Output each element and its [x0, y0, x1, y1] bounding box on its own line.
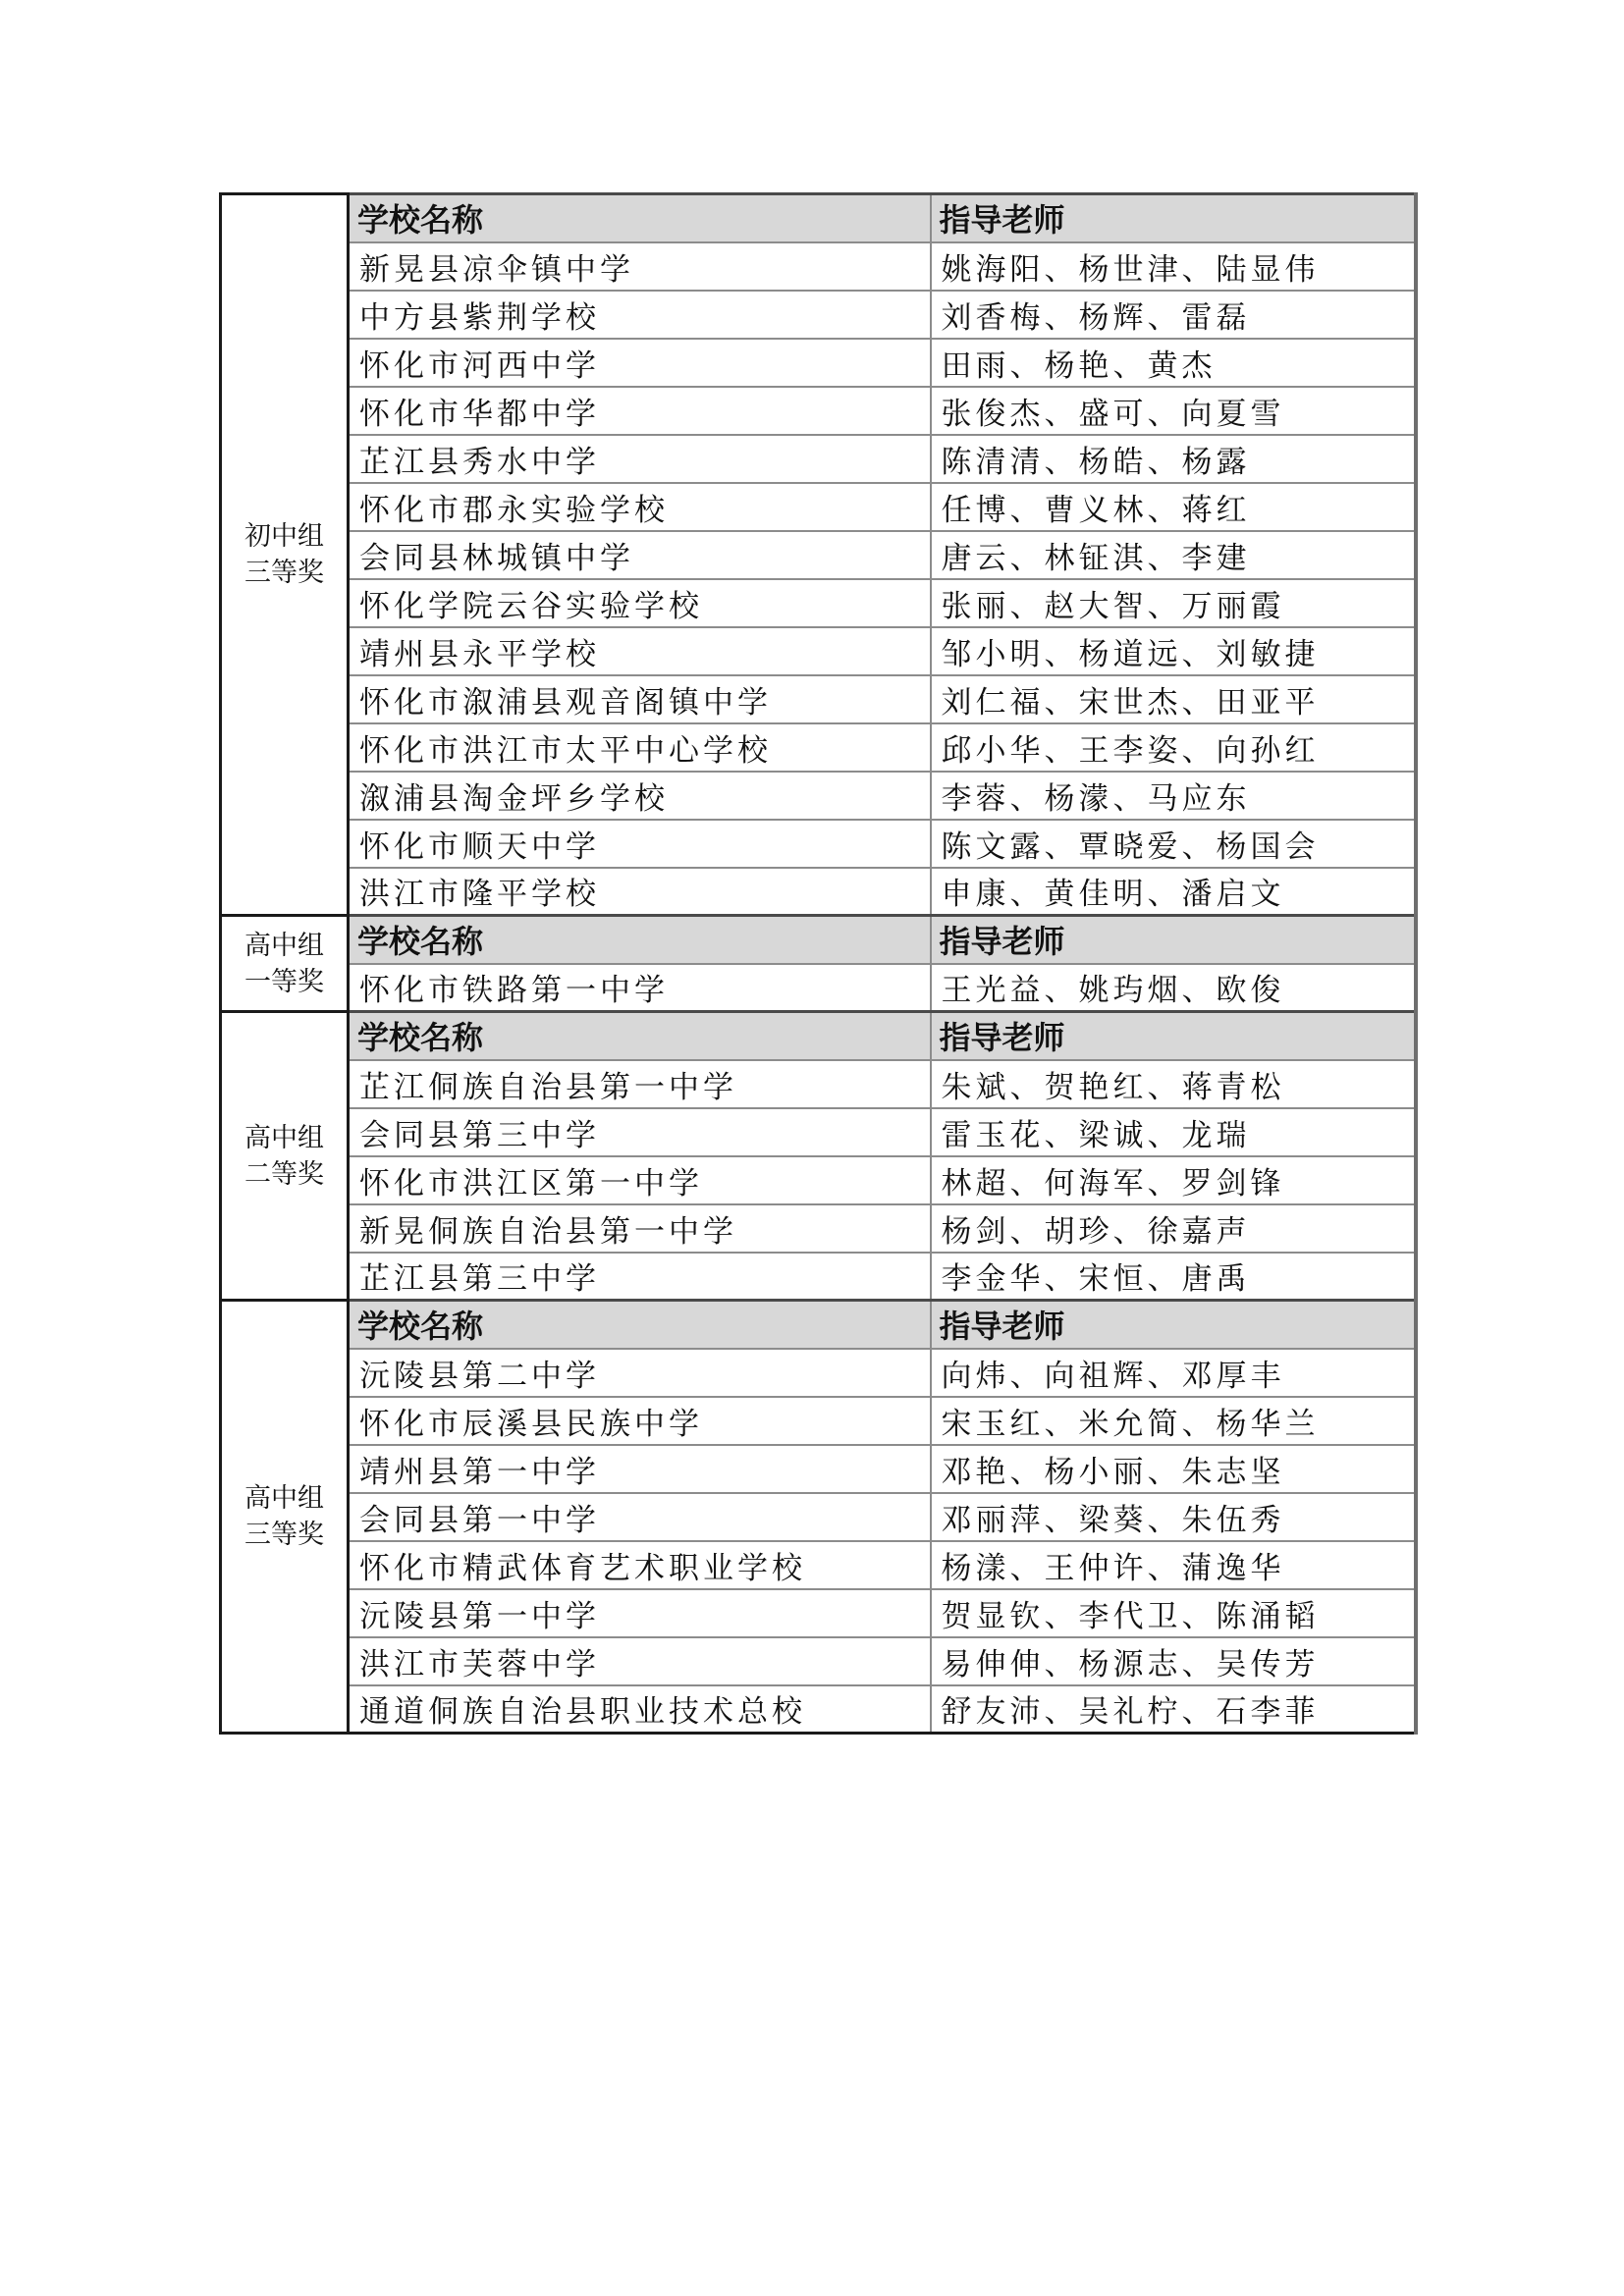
table-row [221, 435, 1416, 483]
section-header-row [221, 194, 1416, 242]
teacher-header: 指导老师 [931, 1301, 1416, 1349]
teacher-names-cell: 张丽、赵大智、万丽霞 [931, 579, 1416, 627]
teacher-names-cell: 田雨、杨艳、黄杰 [931, 339, 1416, 387]
teacher-names-cell: 邓丽萍、梁葵、朱伍秀 [931, 1493, 1416, 1541]
teacher-names-cell: 贺显钦、李代卫、陈涌韬 [931, 1589, 1416, 1637]
table-row [221, 1637, 1416, 1685]
school-name-cell: 靖州县永平学校 [349, 627, 931, 675]
award-level: 三等奖 [244, 1520, 324, 1550]
teacher-names-cell: 姚海阳、杨世津、陆显伟 [931, 242, 1416, 291]
table-row [221, 291, 1416, 339]
school-name-cell: 沅陵县第二中学 [349, 1349, 931, 1397]
school-name-cell: 怀化市华都中学 [349, 387, 931, 435]
school-name-cell: 怀化市河西中学 [349, 339, 931, 387]
school-name-cell: 怀化市洪江市太平中心学校 [349, 723, 931, 772]
table-row [221, 1204, 1416, 1253]
school-name-cell: 会同县第三中学 [349, 1108, 931, 1156]
award-group-label [221, 1012, 349, 1301]
table-row [221, 1349, 1416, 1397]
award-group-name: 高中组 [244, 930, 324, 961]
table-row [221, 964, 1416, 1012]
school-name-header: 学校名称 [349, 194, 931, 242]
table-row [221, 627, 1416, 675]
award-section [221, 194, 1416, 916]
table-row [221, 531, 1416, 579]
teacher-names-cell: 邓艳、杨小丽、朱志坚 [931, 1445, 1416, 1493]
table-row [221, 1493, 1416, 1541]
award-group-name: 初中组 [244, 521, 324, 552]
award-level: 二等奖 [244, 1158, 324, 1190]
school-name-cell: 新晃县凉伞镇中学 [349, 242, 931, 291]
award-group-label [221, 1301, 349, 1734]
award-section [221, 1012, 1416, 1301]
teacher-names-cell: 雷玉花、梁诚、龙瑞 [931, 1108, 1416, 1156]
teacher-header: 指导老师 [931, 1012, 1416, 1060]
section-header-row [221, 1301, 1416, 1349]
school-name-cell: 会同县第一中学 [349, 1493, 931, 1541]
school-name-cell: 怀化市洪江区第一中学 [349, 1156, 931, 1204]
teacher-names-cell: 邹小明、杨道远、刘敏捷 [931, 627, 1416, 675]
school-name-cell: 通道侗族自治县职业技术总校 [349, 1685, 931, 1734]
school-name-header: 学校名称 [349, 916, 931, 964]
teacher-names-cell: 王光益、姚玙烟、欧俊 [931, 964, 1416, 1012]
award-section [221, 1301, 1416, 1734]
school-name-cell: 怀化市顺天中学 [349, 820, 931, 868]
teacher-header: 指导老师 [931, 916, 1416, 964]
school-name-cell: 怀化市郡永实验学校 [349, 483, 931, 531]
school-name-cell: 芷江县第三中学 [349, 1253, 931, 1301]
teacher-names-cell: 邱小华、王李姿、向孙红 [931, 723, 1416, 772]
award-group-name: 高中组 [244, 1122, 324, 1153]
school-name-cell: 沅陵县第一中学 [349, 1589, 931, 1637]
teacher-names-cell: 杨剑、胡珍、徐嘉声 [931, 1204, 1416, 1253]
table-row [221, 1685, 1416, 1734]
table-row [221, 1108, 1416, 1156]
teacher-names-cell: 易伸伸、杨源志、吴传芳 [931, 1637, 1416, 1685]
table-row [221, 1060, 1416, 1108]
school-name-cell: 芷江侗族自治县第一中学 [349, 1060, 931, 1108]
school-name-cell: 靖州县第一中学 [349, 1445, 931, 1493]
school-name-cell: 洪江市芙蓉中学 [349, 1637, 931, 1685]
award-group-name: 高中组 [244, 1483, 324, 1514]
school-name-header: 学校名称 [349, 1301, 931, 1349]
table-row [221, 1253, 1416, 1301]
school-name-cell: 芷江县秀水中学 [349, 435, 931, 483]
school-name-cell: 怀化市铁路第一中学 [349, 964, 931, 1012]
table-row [221, 1156, 1416, 1204]
school-name-cell: 新晃侗族自治县第一中学 [349, 1204, 931, 1253]
teacher-names-cell: 陈清清、杨皓、杨露 [931, 435, 1416, 483]
table-row [221, 387, 1416, 435]
teacher-header: 指导老师 [931, 194, 1416, 242]
school-name-cell: 洪江市隆平学校 [349, 868, 931, 916]
teacher-names-cell: 张俊杰、盛可、向夏雪 [931, 387, 1416, 435]
school-name-cell: 怀化市精武体育艺术职业学校 [349, 1541, 931, 1589]
award-level: 三等奖 [244, 558, 324, 588]
teacher-names-cell: 任博、曹义林、蒋红 [931, 483, 1416, 531]
table-row [221, 339, 1416, 387]
teacher-names-cell: 李蓉、杨濛、马应东 [931, 772, 1416, 820]
teacher-names-cell: 宋玉红、米允简、杨华兰 [931, 1397, 1416, 1445]
table-row [221, 1541, 1416, 1589]
teacher-names-cell: 陈文露、覃晓爱、杨国会 [931, 820, 1416, 868]
table-row [221, 723, 1416, 772]
school-name-cell: 会同县林城镇中学 [349, 531, 931, 579]
table-row [221, 483, 1416, 531]
award-group-label [221, 194, 349, 916]
teacher-names-cell: 刘香梅、杨辉、雷磊 [931, 291, 1416, 339]
teacher-names-cell: 唐云、林钲淇、李建 [931, 531, 1416, 579]
school-name-cell: 怀化市溆浦县观音阁镇中学 [349, 675, 931, 723]
school-name-cell: 溆浦县淘金坪乡学校 [349, 772, 931, 820]
school-name-header: 学校名称 [349, 1012, 931, 1060]
table-row [221, 675, 1416, 723]
award-level: 一等奖 [244, 966, 324, 997]
teacher-names-cell: 杨漾、王仲许、蒲逸华 [931, 1541, 1416, 1589]
school-name-cell: 怀化市辰溪县民族中学 [349, 1397, 931, 1445]
table-row [221, 820, 1416, 868]
teacher-names-cell: 刘仁福、宋世杰、田亚平 [931, 675, 1416, 723]
section-header-row [221, 1012, 1416, 1060]
table-row [221, 772, 1416, 820]
section-header-row [221, 916, 1416, 964]
table-row [221, 242, 1416, 291]
award-section [221, 916, 1416, 1012]
table-row [221, 1589, 1416, 1637]
teacher-names-cell: 向炜、向祖辉、邓厚丰 [931, 1349, 1416, 1397]
table-row [221, 868, 1416, 916]
table-row [221, 579, 1416, 627]
teacher-names-cell: 申康、黄佳明、潘启文 [931, 868, 1416, 916]
school-name-cell: 中方县紫荆学校 [349, 291, 931, 339]
teacher-names-cell: 朱斌、贺艳红、蒋青松 [931, 1060, 1416, 1108]
award-group-label [221, 916, 349, 1012]
table-row [221, 1445, 1416, 1493]
award-table [219, 192, 1418, 1735]
teacher-names-cell: 李金华、宋恒、唐禹 [931, 1253, 1416, 1301]
teacher-names-cell: 林超、何海军、罗剑锋 [931, 1156, 1416, 1204]
teacher-names-cell: 舒友沛、吴礼柠、石李菲 [931, 1685, 1416, 1734]
table-row [221, 1397, 1416, 1445]
school-name-cell: 怀化学院云谷实验学校 [349, 579, 931, 627]
